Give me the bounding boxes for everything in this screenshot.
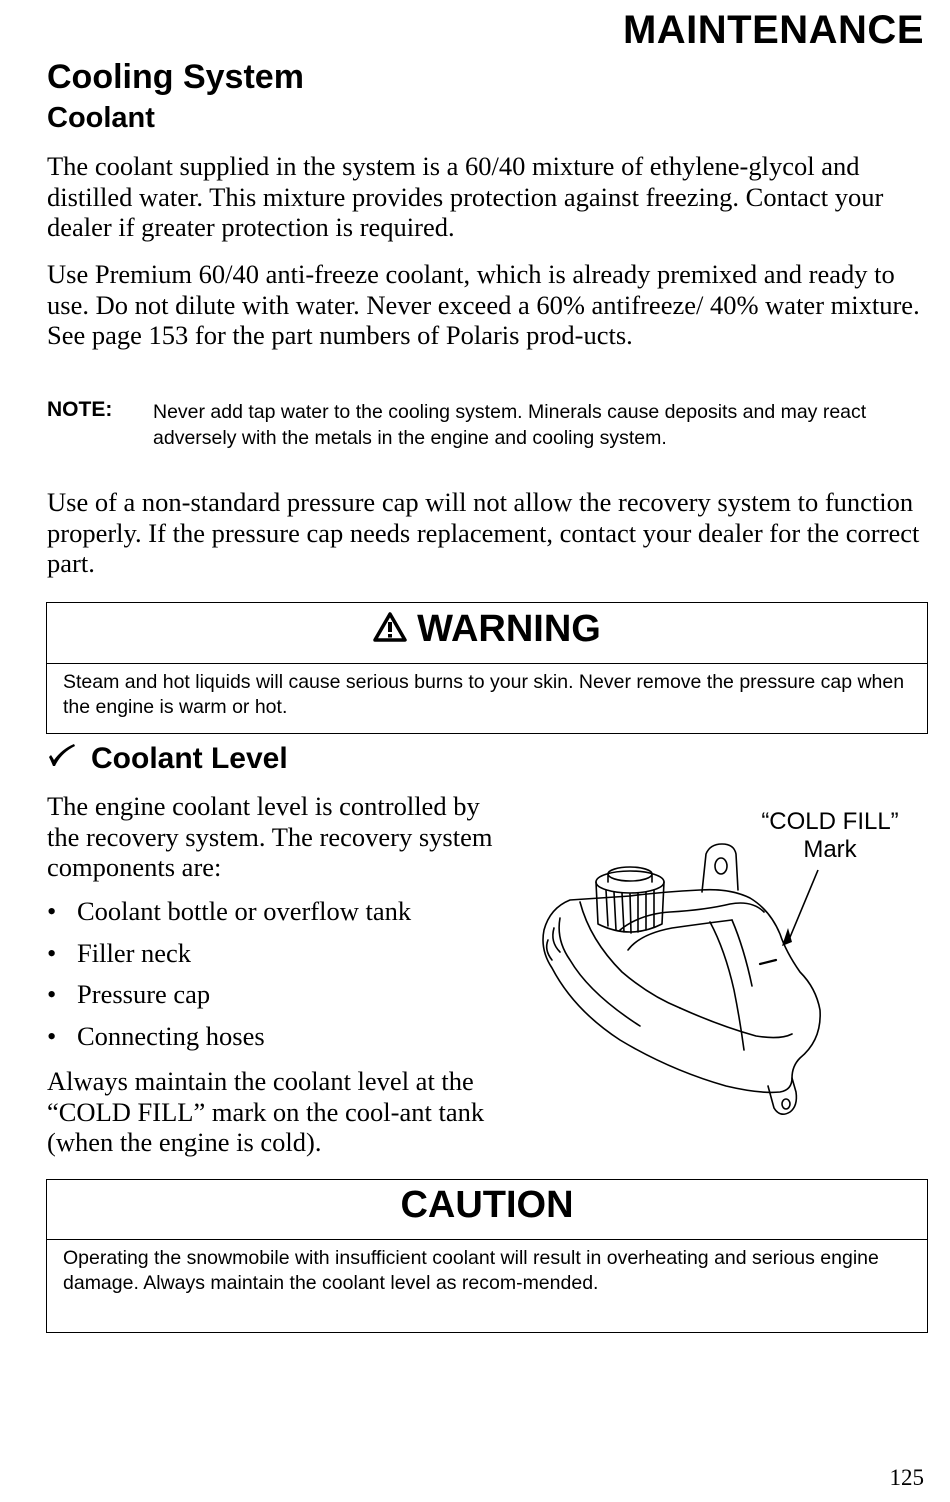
- paragraph-cold-fill: Always maintain the coolant level at the “COLD FILL” mark on the cool-ant tank (when the engine is cold).: [47, 1066, 485, 1157]
- cold-fill-mark-label: [750, 808, 910, 864]
- paragraph-premium-coolant: Use Premium 60/40 anti-freeze coolant, which is already premixed and ready to use. Do not dilute with water. Never exceed a 60% antifreeze/ 40% water mixture. See page 153 for the part numbers of Polaris prod-ucts.: [47, 259, 920, 350]
- warning-header: [47, 603, 927, 664]
- components-list: [47, 896, 411, 1062]
- cold-fill-label-line2: Mark: [803, 836, 857, 863]
- caution-text: Operating the snowmobile with insufficient coolant will result in overheating and serious engine damage. Always maintain the coolant level as recom-mended.: [63, 1247, 879, 1294]
- list-item: • Filler neck: [47, 938, 411, 980]
- heading-coolant-level-text: Coolant Level: [91, 742, 288, 775]
- caution-box: [46, 1179, 928, 1333]
- warning-text: Steam and hot liquids will cause serious burns to your skin. Never remove the pressure cap when the engine is warm or hot.: [63, 671, 905, 718]
- note-label: NOTE:: [47, 398, 113, 421]
- section-header: MAINTENANCE: [622, 8, 924, 52]
- paragraph-coolant-mixture: The coolant supplied in the system is a 60/40 mixture of ethylene-glycol and distilled water. This mixture provides protection against freezing. Contact your dealer if greater protection is required.: [47, 151, 884, 242]
- cold-fill-label-line1: “COLD FILL”: [761, 808, 899, 835]
- heading-coolant-level: [47, 742, 288, 776]
- note-text: Never add tap water to the cooling system. Minerals cause deposits and may react adversely with the metals in the engine and cooling system.: [153, 401, 867, 449]
- heading-coolant: Coolant: [47, 102, 155, 134]
- checkmark-icon: [47, 743, 77, 769]
- warning-box: [46, 602, 928, 734]
- page-number: 125: [889, 1465, 924, 1490]
- list-item: • Connecting hoses: [47, 1021, 411, 1063]
- warning-triangle-icon: [373, 612, 407, 642]
- paragraph-pressure-cap: Use of a non-standard pressure cap will not allow the recovery system to function properly. If the pressure cap needs replacement, contact your dealer for the correct part.: [47, 487, 920, 578]
- caution-title: CAUTION: [47, 1180, 927, 1240]
- warning-title: WARNING: [417, 608, 601, 650]
- heading-cooling-system: Cooling System: [47, 58, 304, 96]
- list-item: • Pressure cap: [47, 979, 411, 1021]
- list-item: • Coolant bottle or overflow tank: [47, 896, 411, 938]
- paragraph-recovery-system: The engine coolant level is controlled by the recovery system. The recovery system components are:: [47, 791, 493, 882]
